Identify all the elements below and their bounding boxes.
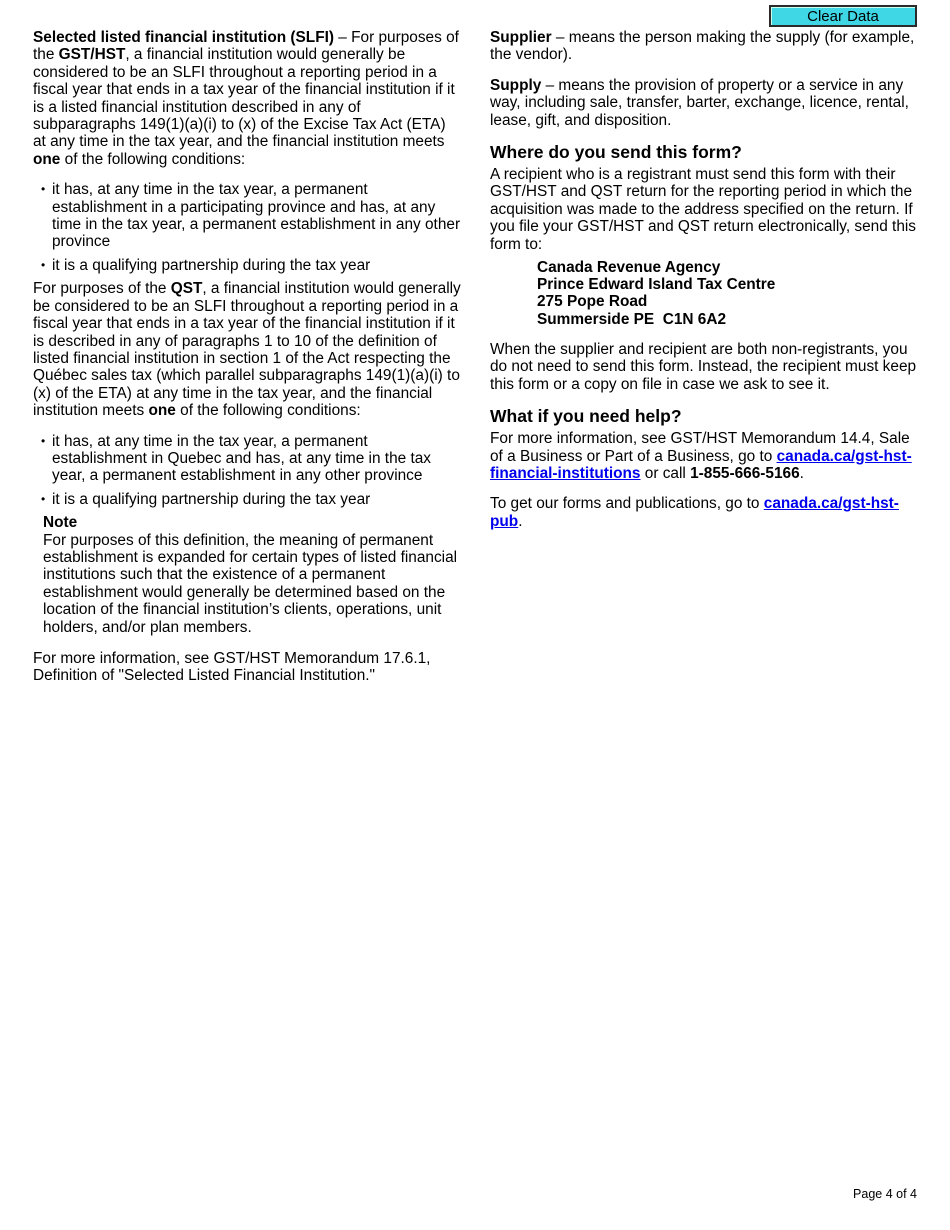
note-block bbox=[43, 514, 461, 636]
help-heading: What if you need help? bbox=[490, 406, 682, 427]
list-item: • it has, at any time in the tax year, a permanent establishment in a participating province and has, at any time in the tax year, a permanent establishment in any other province bbox=[33, 181, 461, 251]
note-text: For purposes of this definition, the meaning of permanent establishment is expanded for certain types of listed financial institutions such that the existence of a permanent establishment would generally be determined based on the location of the financial institution’s clients, operations, unit holders, and/or plan members. bbox=[43, 531, 458, 636]
supply-definition: Supply – means the provision of property or a service in any way, including sale, transfer, barter, exchange, licence, rental, lease, gift, and disposition. bbox=[490, 76, 909, 129]
list-item: • it is a qualifying partnership during the tax year bbox=[33, 491, 461, 508]
memorandum-reference: For more information, see GST/HST Memorandum 17.6.1, Definition of "Selected Listed Financial Institution." bbox=[33, 650, 431, 685]
send-heading: Where do you send this form? bbox=[490, 142, 742, 163]
list-item: • it has, at any time in the tax year, a permanent establishment in Quebec and has, at any time in the tax year, a permanent establishment in any other province bbox=[33, 433, 461, 485]
list-item: • it is a qualifying partnership during the tax year bbox=[33, 257, 461, 274]
forms-publications-link[interactable]: canada.ca/gst-hst-pub bbox=[490, 495, 899, 530]
forms-text: To get our forms and publications, go to canada.ca/gst-hst-pub. bbox=[490, 495, 899, 530]
qst-conditions-list bbox=[33, 433, 461, 509]
slfi-term: Selected listed financial institution (SLFI) bbox=[33, 29, 335, 46]
right-column bbox=[490, 29, 920, 543]
phone-number: 1-855-666-5166 bbox=[690, 464, 800, 482]
note-title: Note bbox=[43, 514, 78, 532]
financial-institutions-link[interactable]: canada.ca/gst-hst-financial-institutions bbox=[490, 447, 912, 482]
left-column bbox=[33, 29, 461, 698]
clear-data-button[interactable]: Clear Data bbox=[769, 5, 917, 27]
send-text: A recipient who is a registrant must send this form with their GST/HST and QST return for the reporting period in which the acquisition was made to the address specified on the return. If you file your GST/HST and QST return electronically, send this form to: bbox=[490, 166, 916, 253]
page-number: Page 4 of 4 bbox=[853, 1187, 917, 1201]
slfi-definition: Selected listed financial institution (SLFI) – For purposes of the GST/HST, a financial institution would generally be considered to be an SLFI throughout a reporting period in a fiscal year that ends in a tax year of the financial institution if it is a listed financial institution described in any of subparagraphs 149(1)(a)(i) to (x) of the Excise Tax Act (ETA) at any time in the tax year, and the financial institution meets one of the following conditions: bbox=[33, 29, 459, 168]
non-registrant-text: When the supplier and recipient are both non-registrants, you do not need to send this form. Instead, the recipient must keep this form or a copy on file in case we ask to see it. bbox=[490, 340, 917, 393]
help-text: For more information, see GST/HST Memorandum 14.4, Sale of a Business or Part of a Business, go to canada.ca/gst-hst-financial-institutions or call 1-855-666-5166. bbox=[490, 430, 912, 482]
supplier-definition: Supplier – means the person making the supply (for example, the vendor). bbox=[490, 29, 915, 64]
mailing-address: Canada Revenue Agency Prince Edward Island Tax Centre 275 Pope Road Summerside PE C1N 6A2 bbox=[537, 259, 776, 328]
qst-definition: For purposes of the QST, a financial institution would generally be considered to be an SLFI throughout a reporting period in a fiscal year that ends in a tax year of the financial institution if it is described in any of paragraphs 1 to 10 of the definition of listed financial institution in section 1 of the Act respecting the Québec sales tax (which parallel subparagraphs 149(1)(a)(i) to (x) of the ETA) at any time in the tax year, and the financial institution meets one of the following conditions: bbox=[33, 280, 461, 420]
gst-conditions-list bbox=[33, 181, 461, 274]
